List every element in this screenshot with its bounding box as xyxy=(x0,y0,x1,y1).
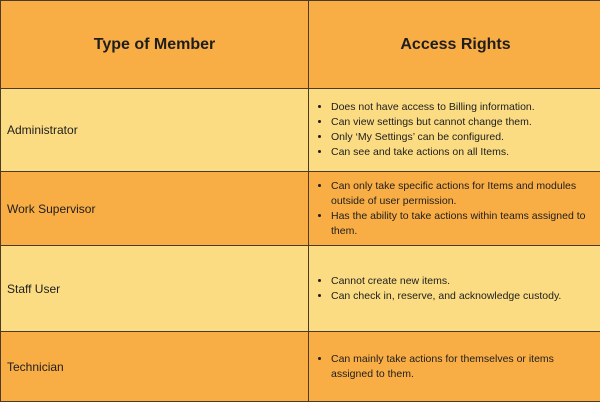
table-row-administrator xyxy=(1,89,600,172)
header-type-of-member: Type of Member xyxy=(1,1,309,89)
rights-list xyxy=(317,179,596,239)
rights-list xyxy=(317,274,596,304)
rights-item: • Can view settings but cannot change them. xyxy=(331,115,596,130)
rights-cell xyxy=(309,246,600,332)
rights-item: • Can mainly take actions for themselves or items assigned to them. xyxy=(331,352,596,382)
table-header-row xyxy=(1,1,600,89)
rights-list xyxy=(317,100,596,160)
table-row-staff-user xyxy=(1,246,600,332)
table-row-work-supervisor xyxy=(1,172,600,246)
member-cell: Work Supervisor xyxy=(1,172,309,246)
rights-item: • Does not have access to Billing information. xyxy=(331,100,596,115)
rights-item: • Has the ability to take actions within teams assigned to them. xyxy=(331,209,596,239)
rights-item: • Cannot create new items. xyxy=(331,274,596,289)
rights-item: • Can check in, reserve, and acknowledge custody. xyxy=(331,289,596,304)
rights-item: • Only ‘My Settings’ can be configured. xyxy=(331,130,596,145)
rights-item: • Can see and take actions on all Items. xyxy=(331,145,596,160)
rights-cell xyxy=(309,172,600,246)
rights-cell xyxy=(309,332,600,402)
table-row-technician xyxy=(1,332,600,402)
member-cell: Administrator xyxy=(1,89,309,172)
header-access-rights: Access Rights xyxy=(309,1,600,89)
member-cell: Staff User xyxy=(1,246,309,332)
rights-list xyxy=(317,352,596,382)
rights-cell xyxy=(309,89,600,172)
rights-item: • Can only take specific actions for Items and modules outside of user permission. xyxy=(331,179,596,209)
member-cell: Technician xyxy=(1,332,309,402)
